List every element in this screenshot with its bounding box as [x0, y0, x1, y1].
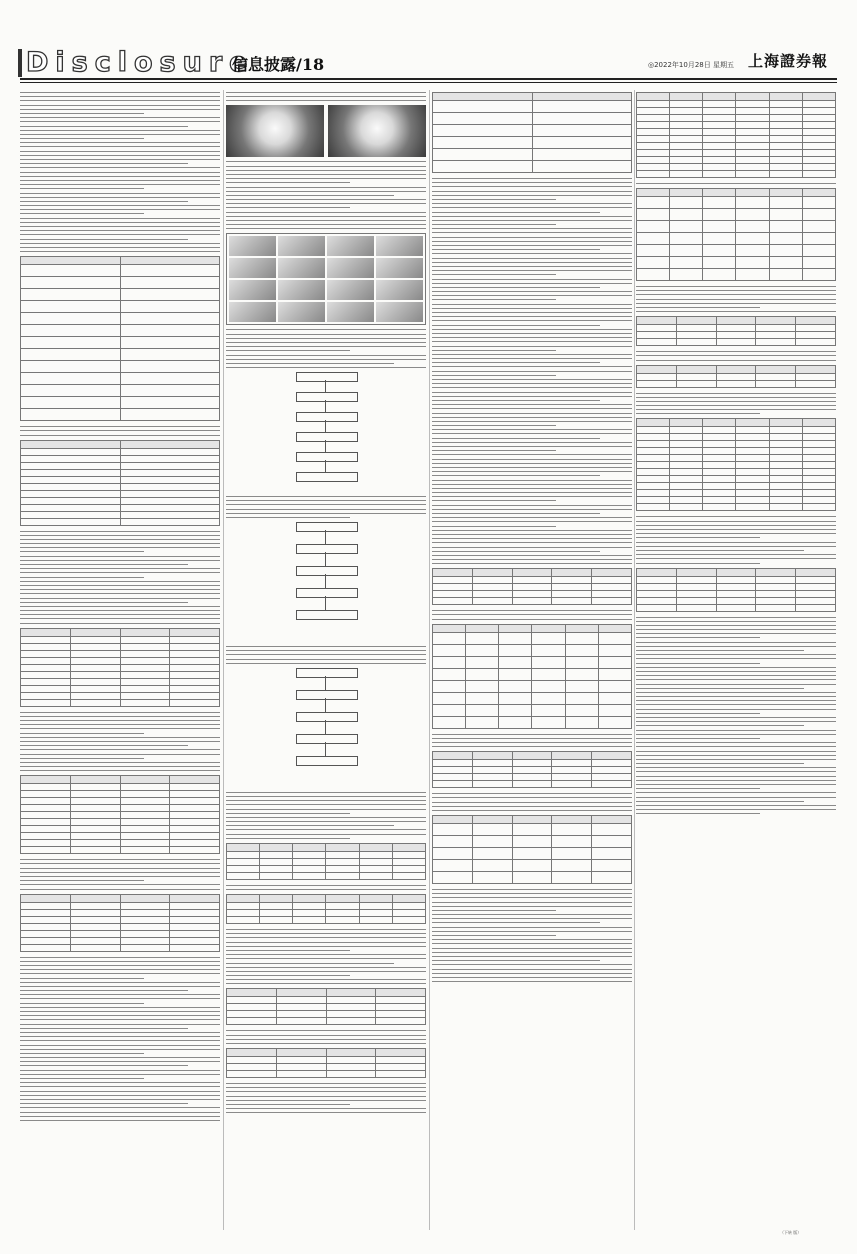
body-text-block	[636, 183, 836, 184]
body-text-block	[20, 859, 220, 889]
product-image-grid	[226, 233, 426, 325]
body-text-block	[226, 161, 426, 229]
body-text-block	[636, 516, 836, 563]
body-text-block	[226, 1030, 426, 1044]
body-text-block	[432, 178, 632, 564]
body-text-block	[636, 393, 836, 415]
column-divider	[634, 90, 635, 1230]
body-text-block	[432, 889, 632, 982]
related-party-table	[636, 418, 836, 511]
brand-wordmark: Disclosure	[26, 47, 255, 78]
article-column-3	[432, 90, 632, 1220]
body-text-block	[20, 957, 220, 1121]
shareholder-table	[20, 894, 220, 952]
financial-table	[636, 316, 836, 346]
transaction-table	[636, 365, 836, 388]
body-text-block	[636, 617, 836, 815]
sales-table	[226, 894, 426, 924]
property-table	[432, 624, 632, 729]
body-text-block	[20, 92, 220, 252]
basic-info-table	[20, 440, 220, 526]
continued-note: （下转 版）	[780, 1230, 802, 1235]
masthead	[0, 0, 857, 84]
land-use-table	[432, 815, 632, 884]
body-text-block	[226, 1083, 426, 1113]
company-info-table	[20, 256, 220, 421]
process-flow-diagram	[226, 668, 426, 788]
body-text-block	[226, 885, 426, 890]
article-column-1	[20, 90, 220, 1220]
newspaper-name: 上海證券報	[748, 52, 829, 70]
body-text-block	[432, 610, 632, 619]
body-text-block	[226, 792, 426, 839]
brand-bar-decoration	[18, 49, 22, 77]
body-text-block	[636, 351, 836, 360]
body-text-block	[432, 793, 632, 811]
assets-table	[432, 568, 632, 605]
body-text-block	[226, 496, 426, 518]
shareholder-table	[20, 775, 220, 854]
article-column-4	[636, 90, 836, 1220]
body-text-block	[226, 329, 426, 368]
supplier-table	[226, 1048, 426, 1078]
process-flow-diagram	[226, 522, 426, 642]
body-text-block	[20, 531, 220, 624]
body-text-block	[636, 286, 836, 312]
body-text-block	[226, 92, 426, 101]
body-text-block	[20, 712, 220, 772]
body-text-block	[20, 426, 220, 435]
article-column-2	[226, 90, 426, 1220]
director-table	[636, 568, 836, 612]
customer-table	[226, 988, 426, 1025]
header-rule-thick	[20, 78, 837, 80]
issue-date: ◎2022年10月28日 星期五	[648, 61, 734, 69]
product-photo	[226, 105, 426, 157]
process-flow-diagram	[226, 372, 426, 492]
shareholder-table	[20, 628, 220, 707]
body-text-block	[226, 646, 426, 664]
column-divider	[429, 90, 430, 1230]
lease-table	[432, 751, 632, 788]
section-title: 信息披露/18	[232, 55, 325, 74]
patent-table	[636, 92, 836, 178]
body-text-block	[432, 734, 632, 748]
column-divider	[223, 90, 224, 1230]
qualification-table	[636, 188, 836, 281]
technology-table	[432, 92, 632, 173]
body-text-block	[226, 929, 426, 984]
capacity-table	[226, 843, 426, 880]
header-rule-thin	[20, 82, 837, 83]
